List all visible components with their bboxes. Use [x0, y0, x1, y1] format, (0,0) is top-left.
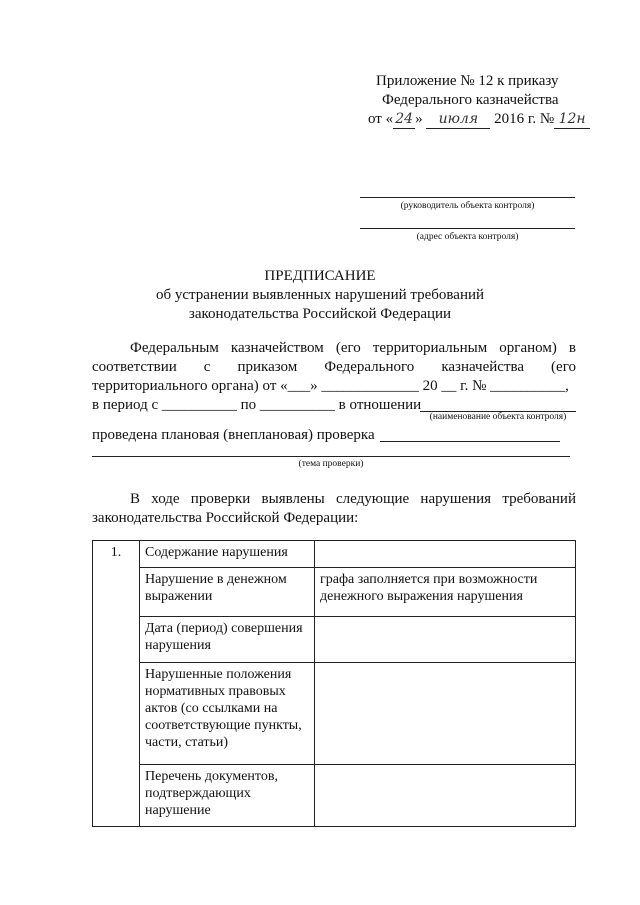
paragraph-1-line-2: соответствии с приказом Федерального казначейства (его	[92, 359, 576, 375]
address-line	[360, 228, 575, 229]
row-label: Содержание нарушения	[140, 541, 315, 568]
row-value	[315, 663, 576, 765]
table-row	[93, 617, 576, 663]
appendix-number-handwritten: 12н	[554, 111, 590, 129]
table-row	[93, 663, 576, 765]
row-label: Нарушение в денежном выражении	[140, 568, 315, 617]
paragraph-2-line-2: законодательства Российской Федерации:	[92, 510, 359, 526]
row-value	[315, 617, 576, 663]
document-title: ПРЕДПИСАНИЕ	[264, 268, 376, 284]
title-line-2: об устранении выявленных нарушений требований	[155, 287, 485, 303]
paragraph-2-line-1: В ходе проверки выявлены следующие нарушения требований	[130, 491, 576, 507]
address-caption: (адрес объекта контроля)	[416, 232, 519, 242]
topic-line	[92, 456, 570, 457]
table-row	[93, 568, 576, 617]
title-line-3: законодательства Российской Федерации	[188, 306, 452, 322]
table-row	[93, 765, 576, 827]
appendix-from: от «	[368, 111, 394, 127]
appendix-line-1: Приложение № 12 к приказу	[376, 73, 559, 89]
table-row	[93, 541, 576, 568]
head-caption: (руководитель объекта контроля)	[400, 201, 535, 211]
row-label: Перечень документов, подтверждающих нарушение	[140, 765, 315, 827]
row-label: Дата (период) совершения нарушения	[140, 617, 315, 663]
appendix-mid: »	[415, 111, 423, 127]
paragraph-1-line-4: в период с __________ по __________ в отношении	[92, 397, 422, 413]
paragraph-1-line-5: проведена плановая (внеплановая) проверка	[92, 427, 375, 443]
violations-table	[92, 540, 576, 827]
appendix-line-2: Федерального казначейства	[382, 92, 559, 108]
appendix-year: 2016 г. №	[494, 111, 555, 127]
check-type-line	[380, 441, 560, 442]
topic-caption: (тема проверки)	[298, 459, 364, 469]
appendix-day-handwritten: 24	[393, 111, 415, 129]
paragraph-1-line-3: территориального органа) от «___» _____________ 20 __ г. № __________,	[92, 378, 569, 394]
appendix-line-3	[368, 111, 590, 129]
object-caption: (наименование объекта контроля)	[429, 412, 567, 422]
paragraph-1-line-1: Федеральным казначейством (его территориальным органом) в	[130, 340, 576, 356]
head-line	[360, 197, 575, 198]
row-value	[315, 541, 576, 568]
row-value	[315, 765, 576, 827]
row-value: графа заполняется при возможности денежного выражения нарушения	[315, 568, 576, 617]
row-label: Нарушенные положения нормативных правовых актов (со ссылками на соответствующие пункты, части, статьи)	[140, 663, 315, 765]
violation-number: 1.	[93, 541, 140, 827]
appendix-month-handwritten: июля	[426, 111, 490, 129]
